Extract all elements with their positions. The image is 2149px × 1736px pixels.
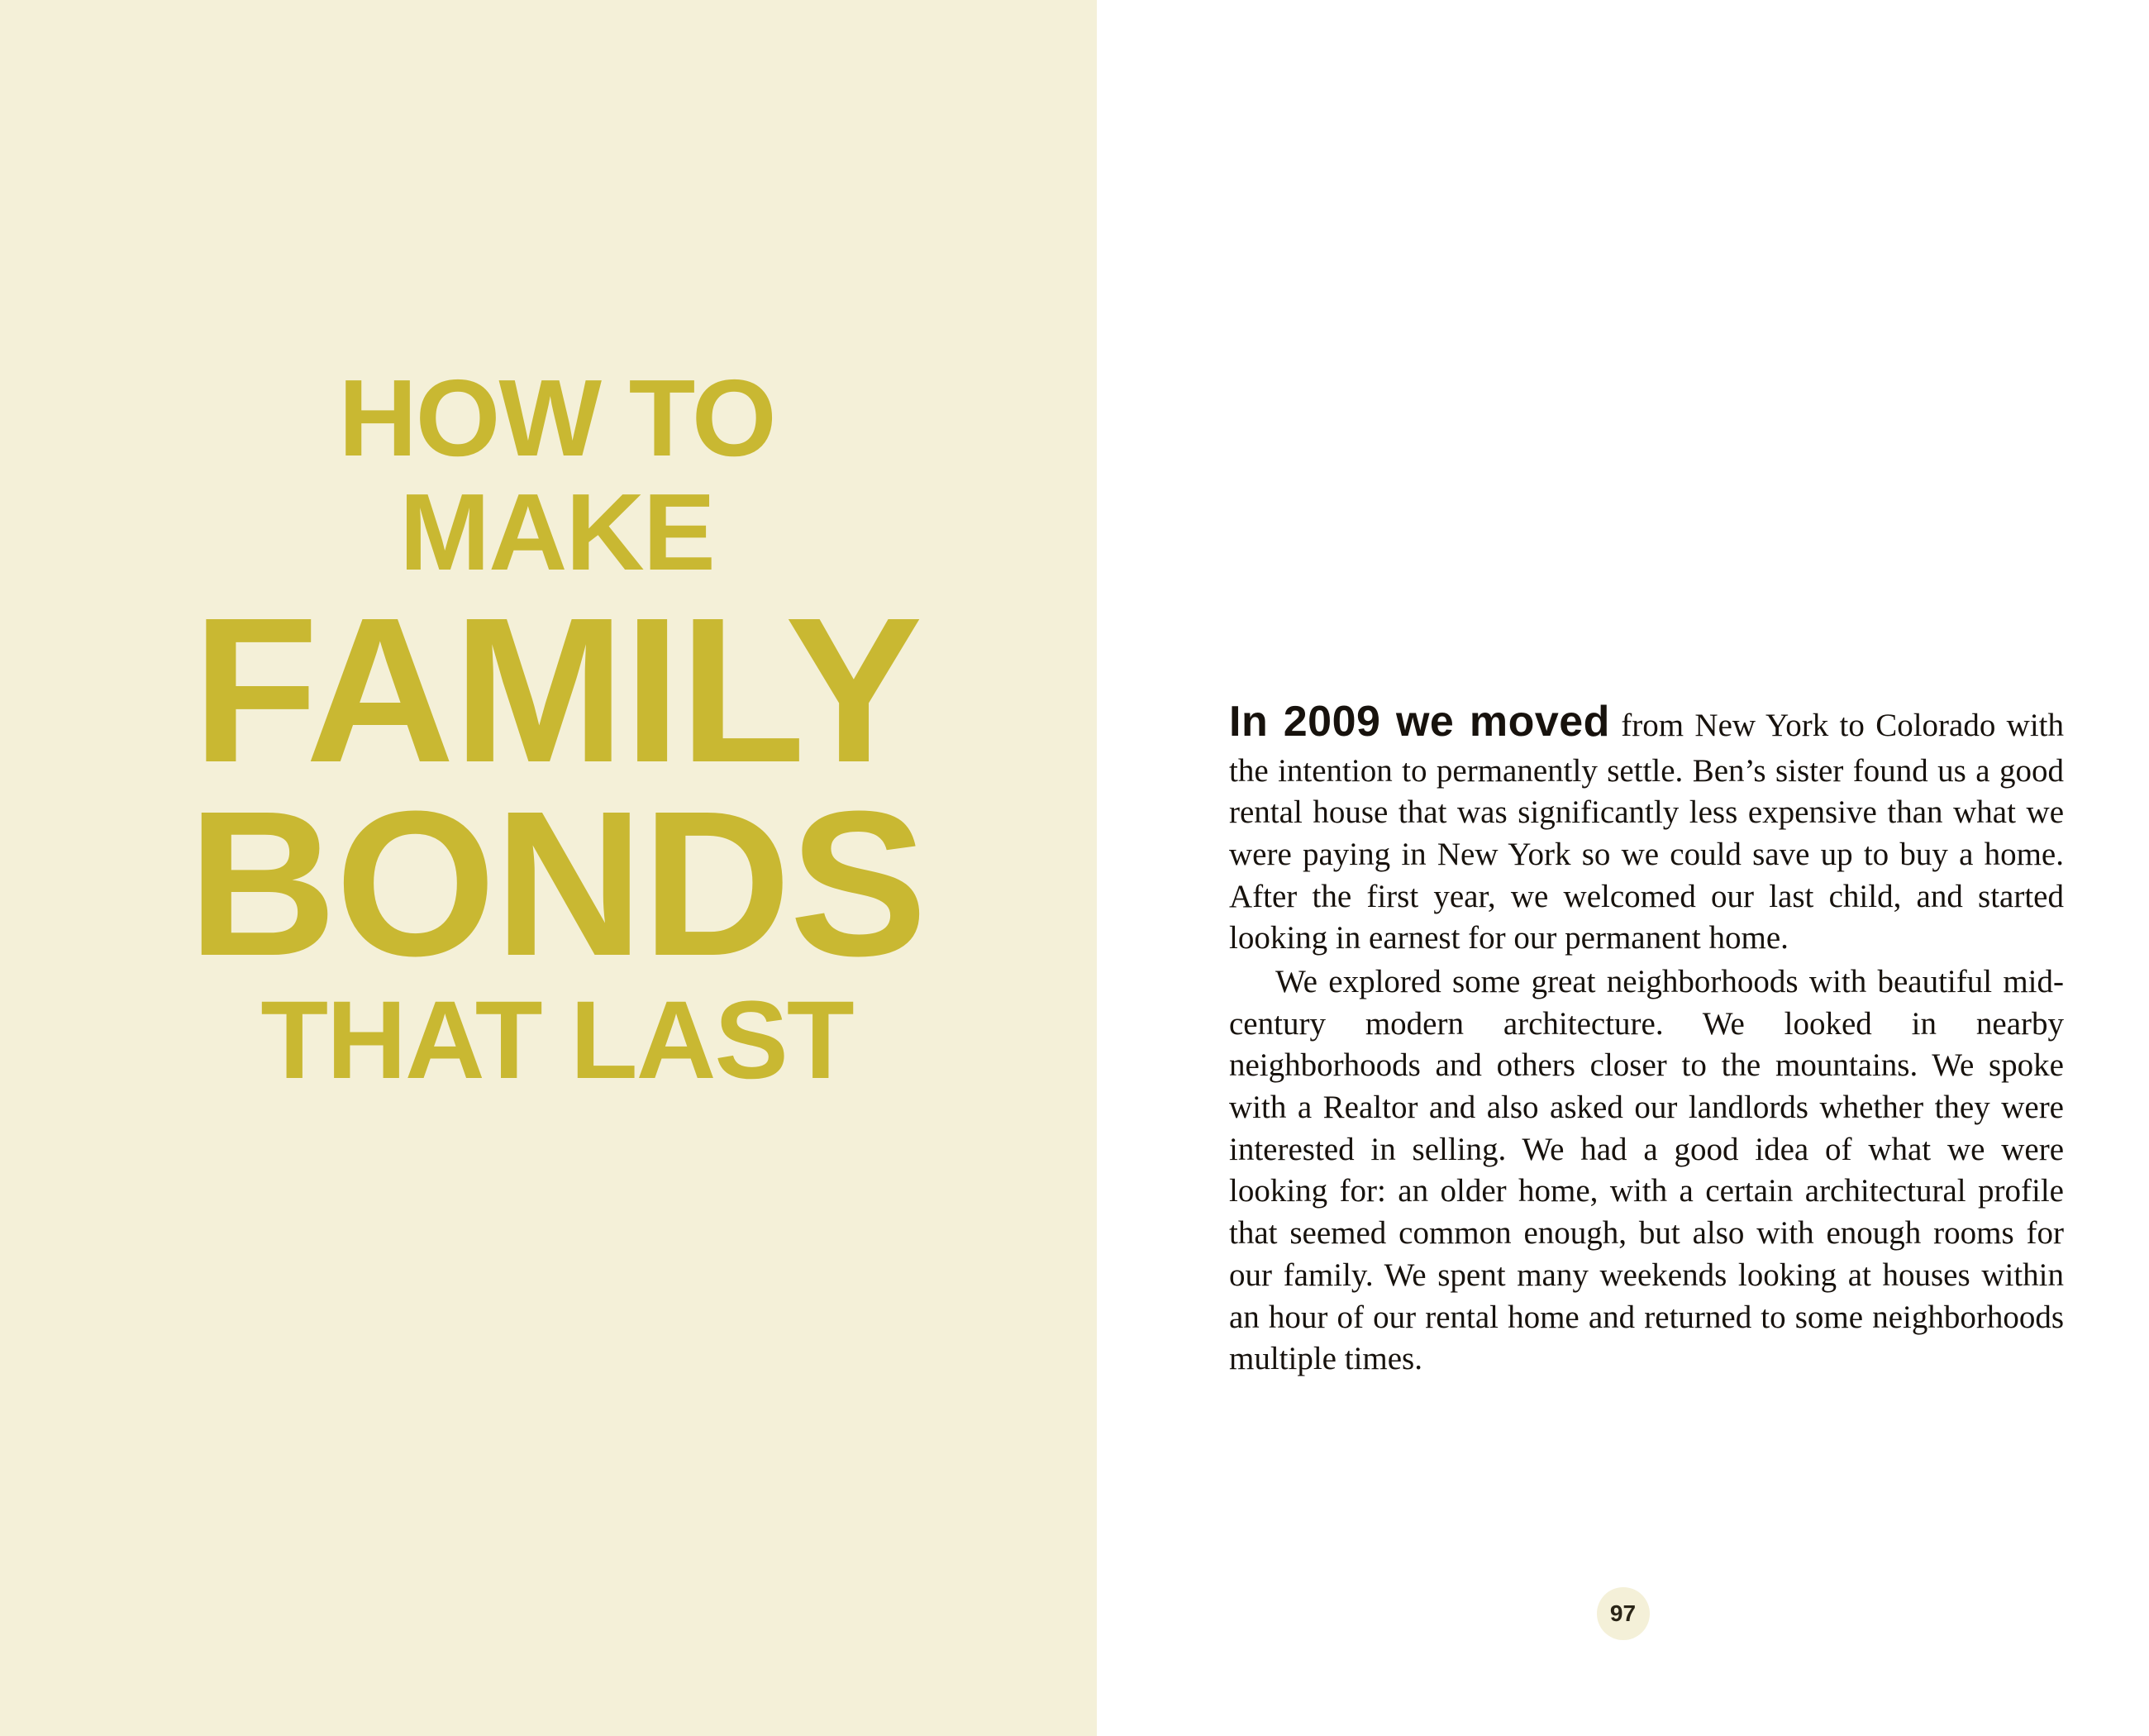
paragraph-2: We explored some great neighborhoods with beautiful mid-century modern architecture. We looked in nearby neighborhoods and others closer to the mountains. We spoke with a Realtor and also asked our landlords whether they were interested in selling. We had a good idea of what we were looking for: an older home, with a certain architectural profile that seemed common enough, but also with enough rooms for our family. We spent many weekends looking at houses within an hour of our rental home and returned to some neighborhoods multiple times. [1229,964,2064,1377]
chapter-title-line-4: BONDS [188,768,926,999]
paragraph-1-text: from New York to Colorado with the intention to permanently settle. Ben’s sister found us a good rental house that was significantly less expensive than what we were paying in New York so we could save up to buy a home. After the first year, we welcomed our last child, and started looking in earnest for our permanent home. [1229,708,2065,956]
chapter-title-line-2: MAKE [399,471,714,593]
paragraph-1 [1229,694,2064,960]
chapter-title-line-3: FAMILY [192,575,922,805]
text-column [1229,694,2064,1381]
lead-in-phrase: In 2009 we moved [1229,698,1610,746]
body-text-page [1097,0,2149,1736]
chapter-title-line-5: THAT LAST [260,979,853,1102]
chapter-title [0,357,1097,1102]
chapter-title-line-1: HOW TO [338,357,775,479]
page-number-badge: 97 [1597,1587,1650,1640]
